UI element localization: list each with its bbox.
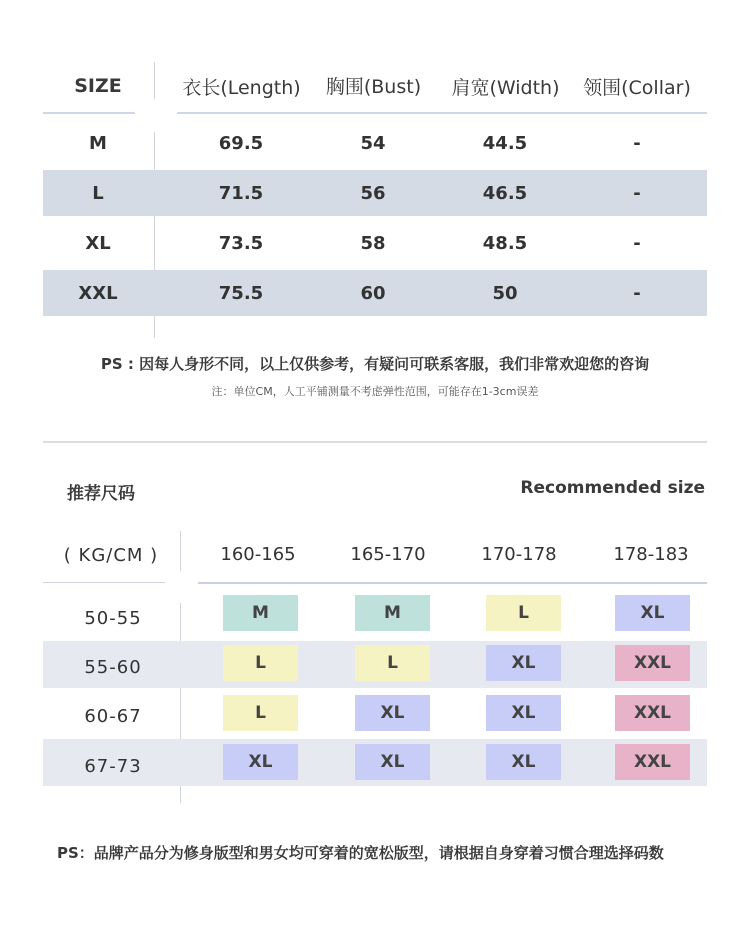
cell-bust: 54	[360, 133, 386, 154]
cell-collar: -	[633, 133, 641, 154]
size-badge: XL	[486, 645, 561, 681]
size-badge: XL	[355, 744, 430, 780]
header-length: 衣长(Length)	[182, 77, 301, 99]
cell-bust: 56	[360, 183, 386, 204]
size-header-underline	[43, 112, 135, 114]
footer-note: PS：品牌产品分为修身版型和男女均可穿着的宽松版型，请根据自身穿着习惯合理选择码数	[57, 844, 664, 862]
section-divider	[43, 441, 707, 443]
height-col: 160-165	[220, 544, 296, 565]
cell-size: M	[89, 133, 107, 154]
cell-length: 69.5	[218, 133, 264, 154]
weight-row: 55-60	[84, 657, 142, 678]
size-badge: XL	[486, 744, 561, 780]
size-badge: XL	[223, 744, 298, 780]
size-badge: M	[223, 595, 298, 631]
size-badge: XL	[486, 695, 561, 731]
header-width: 肩宽(Width)	[451, 77, 560, 99]
cell-size: XL	[85, 233, 111, 254]
size-badge: XXL	[615, 645, 690, 681]
ps-note: PS : 因每人身形不同，以上仅供参考，有疑问可联系客服，我们非常欢迎您的咨询	[100, 355, 650, 373]
measurement-note: 注：单位CM，人工平铺测量不考虑弹性范围，可能存在1-3cm误差	[211, 385, 539, 398]
size-badge: L	[223, 645, 298, 681]
size-badge: L	[355, 645, 430, 681]
cell-collar: -	[633, 233, 641, 254]
cell-length: 71.5	[218, 183, 264, 204]
header-size: SIZE	[74, 75, 122, 97]
size-badge: XL	[355, 695, 430, 731]
cell-length: 75.5	[218, 283, 264, 304]
size-badge: L	[223, 695, 298, 731]
weight-row: 60-67	[84, 706, 142, 727]
height-col: 178-183	[613, 544, 689, 565]
size-badge: M	[355, 595, 430, 631]
cell-width: 48.5	[482, 233, 528, 254]
header-divider	[154, 62, 155, 99]
corner-divider	[180, 531, 181, 571]
cell-size: XXL	[78, 283, 118, 304]
cell-collar: -	[633, 183, 641, 204]
header-underline	[177, 112, 707, 114]
cell-width: 50	[492, 283, 518, 304]
cell-width: 46.5	[482, 183, 528, 204]
size-badge: XL	[615, 595, 690, 631]
cell-length: 73.5	[218, 233, 264, 254]
cell-width: 44.5	[482, 133, 528, 154]
cell-collar: -	[633, 283, 641, 304]
size-badge: L	[486, 595, 561, 631]
header-bust: 胸围(Bust)	[325, 76, 422, 98]
cell-size: L	[92, 183, 104, 204]
recommend-title-cn: 推荐尺码	[67, 484, 135, 504]
weight-row: 50-55	[84, 608, 142, 629]
cell-bust: 58	[360, 233, 386, 254]
height-underline	[198, 582, 707, 584]
height-col: 170-178	[481, 544, 557, 565]
size-badge: XXL	[615, 744, 690, 780]
recommend-title-en: Recommended size	[520, 478, 705, 498]
size-badge: XXL	[615, 695, 690, 731]
corner-label: ( KG/CM )	[63, 545, 159, 566]
weight-row: 67-73	[84, 756, 142, 777]
header-collar: 领围(Collar)	[583, 77, 691, 99]
height-col: 165-170	[350, 544, 426, 565]
cell-bust: 60	[360, 283, 386, 304]
corner-underline	[43, 582, 165, 583]
